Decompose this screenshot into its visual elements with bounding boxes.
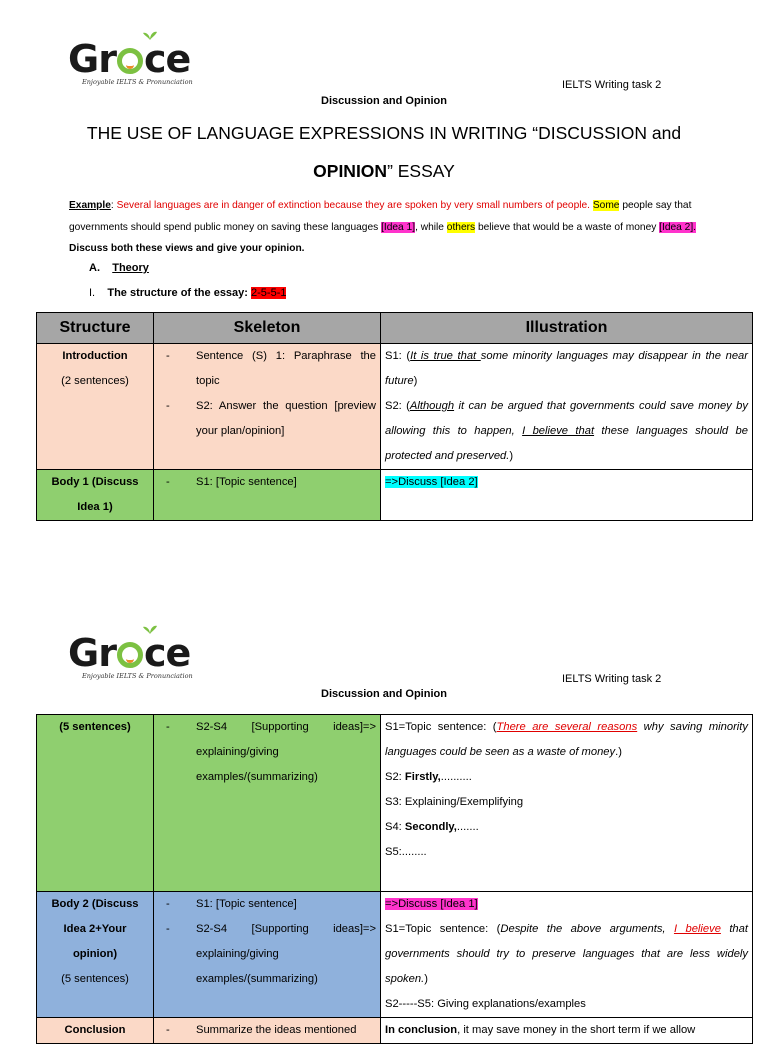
logo-wordmark: Gr ce <box>68 631 191 675</box>
logo-tagline: Enjoyable IELTS & Pronunciation <box>82 672 193 680</box>
header-skeleton: Skeleton <box>154 313 381 344</box>
cell-intro-skeleton: - Sentence (S) 1: Paraphrase the topic - S2: Answer the question [preview your plan/opinion] <box>154 344 381 470</box>
header-subtitle: Discussion and Opinion <box>321 95 447 107</box>
header-subtitle-page2: Discussion and Opinion <box>321 688 447 700</box>
section-theory: A. Theory <box>89 262 149 274</box>
table-row-body1 <box>37 470 753 521</box>
cell-body2-illustration: =>Discuss [Idea 1] S1=Topic sentence: (Despite the above arguments, I believe that governments should try to preserve languages that are less widely spoken.) S2-----S5: Giving explanations/examples <box>381 892 753 1018</box>
cell-body1-skeleton-cont: - S2-S4 [Supporting ideas]=> explaining/giving examples/(summarizing) <box>154 715 381 892</box>
logo-tagline: Enjoyable IELTS & Pronunciation <box>82 78 193 86</box>
leaf-icon <box>143 624 157 634</box>
cell-conclusion-skeleton: - Summarize the ideas mentioned <box>154 1018 381 1044</box>
section-structure: I. The structure of the essay: 2-5-5-1 <box>89 287 287 299</box>
table-header-row <box>37 313 753 344</box>
page-title-line1: THE USE OF LANGUAGE EXPRESSIONS IN WRITING “DISCUSSION and <box>86 123 682 143</box>
cell-intro-illustration: S1: (It is true that some minority languages may disappear in the near future) S2: (Although it can be argued that governments could save money by allowing this to happen, I believe that these languages should be protected and preserved.) <box>381 344 753 470</box>
example-paragraph: Example: Several languages are in danger of extinction because they are spoken by very small numbers of people. Some people say that governments should spend public money on saving these languages [Idea 1], while others believe that would be a waste of money [Idea 2]. Discuss both these views and give your opinion. <box>69 200 696 254</box>
grace-logo <box>68 36 198 88</box>
cell-body1-illustration: =>Discuss [Idea 2] <box>381 470 753 521</box>
cell-body1-illustration-cont: S1=Topic sentence: (There are several reasons why saving minority languages could be seen as a waste of money.) S2: Firstly,.......... S3: Explaining/Exemplifying S4: Secondly,....... S5:........ <box>381 715 753 892</box>
cell-conclusion: Conclusion <box>37 1018 154 1044</box>
header-illustration: Illustration <box>381 313 753 344</box>
smile-icon <box>117 642 143 668</box>
table-row-conclusion <box>37 1018 753 1044</box>
leaf-icon <box>143 30 157 40</box>
page-title-line2: OPINION” ESSAY <box>313 161 455 181</box>
table-row-body1-cont <box>37 715 753 892</box>
cell-body1-count: (5 sentences) <box>37 715 154 892</box>
cell-body2-skeleton: - S1: [Topic sentence] - S2-S4 [Supporting ideas]=> explaining/giving examples/(summarizing) <box>154 892 381 1018</box>
table-row-body2 <box>37 892 753 1018</box>
smile-icon <box>117 48 143 74</box>
structure-table-page2 <box>36 714 753 1044</box>
grace-logo-page2 <box>68 630 198 682</box>
cell-body1: Body 1 (Discuss Idea 1) <box>37 470 154 521</box>
cell-body2: Body 2 (Discuss Idea 2+Your opinion) (5 sentences) <box>37 892 154 1018</box>
logo-wordmark: Gr ce <box>68 37 191 81</box>
structure-table-page1 <box>36 312 753 521</box>
cell-introduction: Introduction (2 sentences) <box>37 344 154 470</box>
header-task: IELTS Writing task 2 <box>562 79 662 91</box>
header-structure: Structure <box>37 313 154 344</box>
table-row-introduction <box>37 344 753 470</box>
cell-body1-skeleton: - S1: [Topic sentence] <box>154 470 381 521</box>
cell-conclusion-illustration: In conclusion, it may save money in the short term if we allow <box>381 1018 753 1044</box>
header-task-page2: IELTS Writing task 2 <box>562 673 662 685</box>
